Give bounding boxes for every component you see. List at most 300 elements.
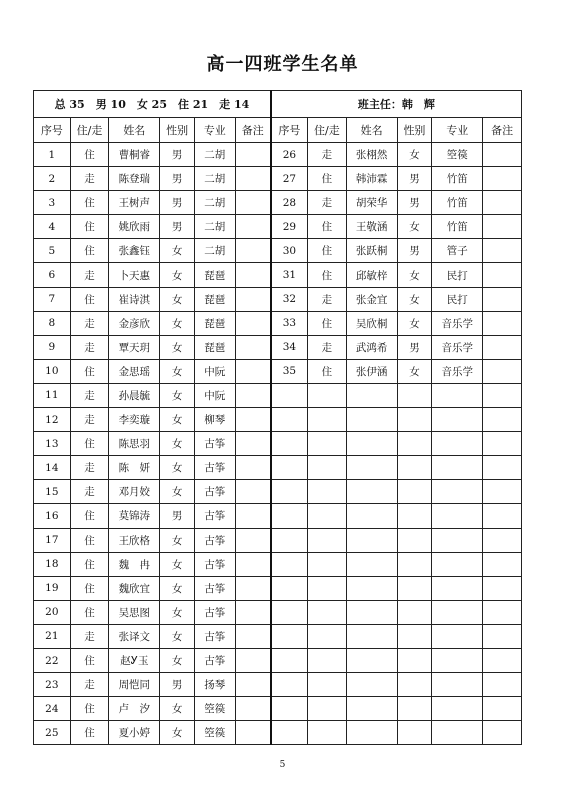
cell-remarks [235, 624, 271, 648]
cell-major [432, 383, 483, 407]
cell-boarding [308, 648, 347, 672]
cell-gender: 女 [160, 528, 195, 552]
cell-remarks [483, 480, 522, 504]
cell-number: 7 [34, 287, 71, 311]
cell-name: 赵Ꭹ玉 [109, 648, 160, 672]
cell-remarks [235, 167, 271, 191]
cell-gender: 男 [160, 673, 195, 697]
cell-gender [397, 624, 432, 648]
cell-name: 张栩然 [346, 143, 397, 167]
cell-number [271, 648, 308, 672]
cell-number: 33 [271, 311, 308, 335]
cell-boarding [308, 576, 347, 600]
cell-major: 竹笛 [432, 215, 483, 239]
cell-gender: 女 [397, 359, 432, 383]
cell-major: 竹笛 [432, 167, 483, 191]
cell-gender [397, 432, 432, 456]
cell-number: 10 [34, 359, 71, 383]
cell-major [432, 480, 483, 504]
cell-major: 二胡 [194, 143, 235, 167]
cell-number: 23 [34, 673, 71, 697]
cell-gender: 女 [160, 383, 195, 407]
cell-remarks [235, 359, 271, 383]
cell-boarding: 住 [70, 504, 109, 528]
cell-name [346, 721, 397, 745]
cell-name [346, 576, 397, 600]
cell-gender [397, 383, 432, 407]
cell-major: 箜篌 [432, 143, 483, 167]
cell-boarding: 住 [70, 576, 109, 600]
table-row [34, 167, 522, 191]
cell-remarks [483, 456, 522, 480]
cell-remarks [483, 697, 522, 721]
cell-name: 崔诗淇 [109, 287, 160, 311]
cell-boarding: 走 [308, 143, 347, 167]
cell-gender [397, 504, 432, 528]
cell-name: 王敬涵 [346, 215, 397, 239]
cell-number: 25 [34, 721, 71, 745]
cell-number: 8 [34, 311, 71, 335]
cell-major: 扬琴 [194, 673, 235, 697]
cell-number: 17 [34, 528, 71, 552]
cell-remarks [483, 504, 522, 528]
cell-boarding [308, 528, 347, 552]
cell-major: 管子 [432, 239, 483, 263]
cell-remarks [483, 528, 522, 552]
cell-boarding: 走 [70, 456, 109, 480]
cell-boarding: 住 [308, 359, 347, 383]
col-header-number: 序号 [34, 118, 71, 143]
cell-major: 民打 [432, 287, 483, 311]
cell-name: 邱敏梓 [346, 263, 397, 287]
cell-remarks [235, 239, 271, 263]
cell-boarding: 走 [70, 167, 109, 191]
table-row [34, 287, 522, 311]
cell-name: 卢 汐 [109, 697, 160, 721]
cell-name: 魏欣宜 [109, 576, 160, 600]
cell-gender: 男 [160, 191, 195, 215]
cell-name: 陈登瑞 [109, 167, 160, 191]
cell-name: 魏 冉 [109, 552, 160, 576]
cell-number: 24 [34, 697, 71, 721]
cell-boarding: 住 [70, 697, 109, 721]
cell-remarks [483, 239, 522, 263]
cell-number: 29 [271, 215, 308, 239]
table-row [34, 432, 522, 456]
cell-number: 2 [34, 167, 71, 191]
cell-number [271, 383, 308, 407]
cell-major: 二胡 [194, 239, 235, 263]
cell-major [432, 721, 483, 745]
cell-major: 琵琶 [194, 287, 235, 311]
cell-name: 王树声 [109, 191, 160, 215]
cell-gender: 女 [160, 359, 195, 383]
cell-name: 陈 妍 [109, 456, 160, 480]
cell-major: 箜篌 [194, 697, 235, 721]
cell-major: 音乐学 [432, 359, 483, 383]
cell-boarding: 走 [70, 480, 109, 504]
cell-major: 古筝 [194, 432, 235, 456]
cell-gender [397, 552, 432, 576]
table-row [34, 191, 522, 215]
cell-boarding [308, 552, 347, 576]
cell-number [271, 480, 308, 504]
cell-gender: 女 [160, 480, 195, 504]
cell-major: 古筝 [194, 576, 235, 600]
cell-number [271, 528, 308, 552]
cell-remarks [483, 600, 522, 624]
cell-name [346, 383, 397, 407]
cell-boarding: 住 [70, 528, 109, 552]
cell-name [346, 624, 397, 648]
cell-gender: 男 [160, 167, 195, 191]
col-header-gender: 性别 [397, 118, 432, 143]
cell-major [432, 504, 483, 528]
cell-number: 18 [34, 552, 71, 576]
cell-number: 14 [34, 456, 71, 480]
cell-boarding: 走 [70, 383, 109, 407]
student-roster-table [33, 90, 522, 745]
cell-remarks [235, 673, 271, 697]
cell-gender [397, 528, 432, 552]
cell-number [271, 504, 308, 528]
col-header-name: 姓名 [346, 118, 397, 143]
cell-name [346, 600, 397, 624]
cell-number: 1 [34, 143, 71, 167]
cell-number [271, 721, 308, 745]
cell-remarks [483, 287, 522, 311]
cell-remarks [235, 408, 271, 432]
cell-remarks [235, 480, 271, 504]
cell-major: 竹笛 [432, 191, 483, 215]
cell-major: 民打 [432, 263, 483, 287]
cell-gender: 女 [397, 311, 432, 335]
cell-major: 中阮 [194, 383, 235, 407]
cell-number [271, 576, 308, 600]
cell-boarding: 走 [308, 191, 347, 215]
cell-gender: 女 [160, 335, 195, 359]
cell-remarks [483, 143, 522, 167]
cell-remarks [235, 191, 271, 215]
cell-name: 张鑫钰 [109, 239, 160, 263]
cell-name [346, 648, 397, 672]
cell-number: 28 [271, 191, 308, 215]
cell-gender: 女 [397, 287, 432, 311]
cell-boarding: 住 [70, 287, 109, 311]
cell-name: 邓月姣 [109, 480, 160, 504]
cell-number: 22 [34, 648, 71, 672]
cell-major: 古筝 [194, 648, 235, 672]
cell-major: 琵琶 [194, 335, 235, 359]
cell-name: 张跃桐 [346, 239, 397, 263]
cell-name: 卜天惠 [109, 263, 160, 287]
cell-gender: 女 [160, 432, 195, 456]
table-row [34, 697, 522, 721]
cell-boarding: 住 [70, 215, 109, 239]
cell-gender [397, 408, 432, 432]
cell-remarks [235, 456, 271, 480]
cell-number: 31 [271, 263, 308, 287]
cell-remarks [235, 552, 271, 576]
cell-remarks [235, 383, 271, 407]
cell-major [432, 624, 483, 648]
cell-boarding: 住 [70, 648, 109, 672]
cell-number: 35 [271, 359, 308, 383]
cell-boarding [308, 383, 347, 407]
table-row [34, 263, 522, 287]
table-row [34, 624, 522, 648]
cell-number: 26 [271, 143, 308, 167]
col-header-name: 姓名 [109, 118, 160, 143]
cell-boarding [308, 697, 347, 721]
cell-boarding: 住 [308, 167, 347, 191]
cell-remarks [483, 552, 522, 576]
cell-name: 张金宜 [346, 287, 397, 311]
cell-name: 姚欣雨 [109, 215, 160, 239]
cell-major: 古筝 [194, 552, 235, 576]
cell-boarding: 住 [70, 191, 109, 215]
cell-number: 6 [34, 263, 71, 287]
table-row [34, 480, 522, 504]
cell-boarding: 走 [70, 263, 109, 287]
cell-gender: 女 [160, 697, 195, 721]
cell-boarding: 住 [70, 600, 109, 624]
cell-gender [397, 673, 432, 697]
cell-boarding [308, 624, 347, 648]
table-row [34, 215, 522, 239]
cell-name [346, 408, 397, 432]
table-row [34, 673, 522, 697]
cell-number: 3 [34, 191, 71, 215]
table-row [34, 456, 522, 480]
cell-boarding [308, 480, 347, 504]
cell-number [271, 697, 308, 721]
cell-major: 音乐学 [432, 335, 483, 359]
cell-number: 16 [34, 504, 71, 528]
cell-name [346, 697, 397, 721]
col-header-remarks: 备注 [235, 118, 271, 143]
cell-number: 34 [271, 335, 308, 359]
cell-gender: 女 [160, 408, 195, 432]
cell-boarding: 住 [70, 143, 109, 167]
cell-major: 箜篌 [194, 721, 235, 745]
cell-major: 琵琶 [194, 311, 235, 335]
cell-gender [397, 600, 432, 624]
cell-gender: 女 [160, 239, 195, 263]
cell-name [346, 528, 397, 552]
table-row [34, 359, 522, 383]
cell-boarding: 走 [70, 673, 109, 697]
cell-gender: 女 [160, 287, 195, 311]
cell-gender: 男 [160, 504, 195, 528]
cell-name: 孙晨毓 [109, 383, 160, 407]
cell-major [432, 528, 483, 552]
cell-major: 音乐学 [432, 311, 483, 335]
cell-major [432, 408, 483, 432]
cell-boarding: 住 [70, 359, 109, 383]
cell-remarks [235, 311, 271, 335]
cell-number: 15 [34, 480, 71, 504]
cell-major: 中阮 [194, 359, 235, 383]
cell-boarding: 住 [70, 432, 109, 456]
cell-remarks [235, 697, 271, 721]
table-row [34, 239, 522, 263]
cell-number [271, 456, 308, 480]
cell-gender: 女 [160, 263, 195, 287]
cell-gender [397, 480, 432, 504]
cell-gender: 女 [160, 600, 195, 624]
cell-number: 27 [271, 167, 308, 191]
cell-name: 韩沛霖 [346, 167, 397, 191]
cell-gender: 女 [160, 456, 195, 480]
cell-number [271, 673, 308, 697]
cell-gender: 男 [397, 191, 432, 215]
cell-remarks [483, 335, 522, 359]
cell-remarks [235, 335, 271, 359]
table-row [34, 552, 522, 576]
cell-remarks [235, 215, 271, 239]
cell-gender: 男 [160, 143, 195, 167]
cell-remarks [235, 432, 271, 456]
cell-name: 吴欣桐 [346, 311, 397, 335]
cell-boarding: 住 [70, 552, 109, 576]
cell-name [346, 504, 397, 528]
cell-gender: 女 [397, 143, 432, 167]
cell-boarding: 住 [308, 215, 347, 239]
cell-name: 覃天玥 [109, 335, 160, 359]
cell-number: 19 [34, 576, 71, 600]
cell-number: 30 [271, 239, 308, 263]
cell-name [346, 552, 397, 576]
cell-major: 古筝 [194, 480, 235, 504]
table-row [34, 648, 522, 672]
cell-remarks [483, 191, 522, 215]
cell-remarks [483, 167, 522, 191]
cell-boarding [308, 504, 347, 528]
table-row [34, 528, 522, 552]
cell-major: 二胡 [194, 191, 235, 215]
col-header-major: 专业 [432, 118, 483, 143]
cell-boarding: 走 [70, 624, 109, 648]
page-number: 5 [279, 760, 286, 770]
header-row [34, 118, 522, 143]
cell-name: 金思瑶 [109, 359, 160, 383]
cell-boarding [308, 408, 347, 432]
cell-gender: 女 [160, 721, 195, 745]
cell-boarding: 住 [308, 239, 347, 263]
cell-boarding: 走 [308, 335, 347, 359]
cell-number: 11 [34, 383, 71, 407]
cell-gender: 女 [160, 576, 195, 600]
cell-number: 20 [34, 600, 71, 624]
cell-name: 陈思羽 [109, 432, 160, 456]
cell-name: 胡荣华 [346, 191, 397, 215]
cell-remarks [483, 432, 522, 456]
cell-gender: 女 [160, 311, 195, 335]
cell-boarding [308, 432, 347, 456]
cell-gender: 女 [160, 648, 195, 672]
cell-boarding [308, 721, 347, 745]
cell-boarding: 住 [308, 311, 347, 335]
cell-number: 5 [34, 239, 71, 263]
col-header-boarding: 住/走 [308, 118, 347, 143]
cell-number: 9 [34, 335, 71, 359]
cell-remarks [483, 624, 522, 648]
cell-boarding: 走 [308, 287, 347, 311]
table-row [34, 383, 522, 407]
cell-major: 古筝 [194, 456, 235, 480]
cell-major [432, 648, 483, 672]
cell-major [432, 432, 483, 456]
cell-number [271, 624, 308, 648]
cell-number: 13 [34, 432, 71, 456]
cell-name: 王欣格 [109, 528, 160, 552]
summary-row [34, 91, 522, 118]
cell-gender: 女 [160, 552, 195, 576]
cell-name: 莫锦涛 [109, 504, 160, 528]
cell-name: 曹桐睿 [109, 143, 160, 167]
cell-remarks [483, 673, 522, 697]
cell-gender: 男 [397, 239, 432, 263]
cell-remarks [235, 504, 271, 528]
cell-major: 古筝 [194, 528, 235, 552]
cell-remarks [483, 263, 522, 287]
cell-major [432, 576, 483, 600]
cell-number [271, 408, 308, 432]
cell-remarks [483, 721, 522, 745]
table-row [34, 576, 522, 600]
cell-major: 古筝 [194, 624, 235, 648]
cell-major [432, 552, 483, 576]
cell-number [271, 552, 308, 576]
cell-number: 4 [34, 215, 71, 239]
cell-gender: 女 [397, 215, 432, 239]
cell-name: 金彦欣 [109, 311, 160, 335]
cell-remarks [483, 215, 522, 239]
cell-remarks [483, 576, 522, 600]
table-row [34, 721, 522, 745]
cell-remarks [235, 600, 271, 624]
cell-remarks [235, 143, 271, 167]
cell-major: 二胡 [194, 167, 235, 191]
cell-major: 古筝 [194, 504, 235, 528]
col-header-boarding: 住/走 [70, 118, 109, 143]
table-row [34, 504, 522, 528]
cell-gender: 女 [397, 263, 432, 287]
table-row [34, 311, 522, 335]
cell-remarks [235, 263, 271, 287]
cell-name: 张伊涵 [346, 359, 397, 383]
cell-gender [397, 721, 432, 745]
table-row [34, 600, 522, 624]
cell-major: 古筝 [194, 600, 235, 624]
cell-number: 12 [34, 408, 71, 432]
cell-boarding: 住 [70, 239, 109, 263]
cell-number: 21 [34, 624, 71, 648]
cell-name: 李奕璇 [109, 408, 160, 432]
cell-remarks [483, 648, 522, 672]
cell-boarding [308, 600, 347, 624]
cell-number [271, 600, 308, 624]
cell-boarding [308, 456, 347, 480]
cell-remarks [235, 287, 271, 311]
cell-major: 二胡 [194, 215, 235, 239]
cell-name: 张译文 [109, 624, 160, 648]
cell-remarks [235, 721, 271, 745]
cell-boarding: 走 [70, 408, 109, 432]
cell-remarks [483, 408, 522, 432]
cell-boarding: 住 [308, 263, 347, 287]
